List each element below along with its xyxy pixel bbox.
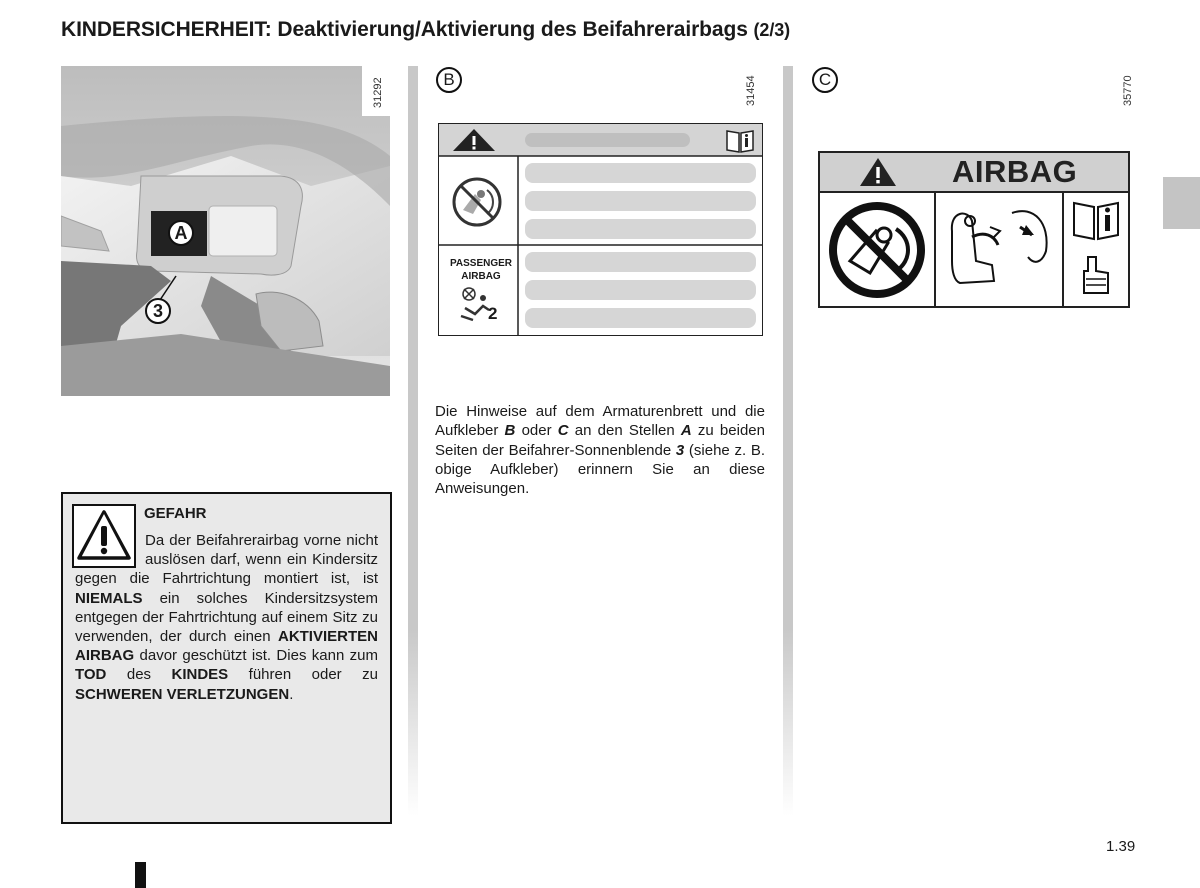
text-placeholder <box>525 280 756 300</box>
manual-info-icon <box>1070 199 1122 301</box>
danger-bold-niemals: NIEMALS <box>75 589 143 607</box>
column-divider <box>783 66 793 816</box>
warning-triangle-icon <box>858 156 898 188</box>
no-child-seat-icon <box>451 176 503 228</box>
sticker-b-label: B <box>436 67 462 93</box>
text-placeholder <box>525 133 690 147</box>
sticker-c-label: C <box>812 67 838 93</box>
sticker-c <box>818 151 1130 308</box>
danger-bold-airbag: AKTIVIERTEN AIRBAG <box>75 628 378 665</box>
warning-triangle-icon <box>451 127 497 153</box>
text-placeholder <box>525 219 756 239</box>
danger-text-part: . <box>289 685 294 703</box>
photo-code: 31292 <box>372 77 384 108</box>
title-part: (2/3) <box>753 20 791 40</box>
manual-book-icon <box>725 128 755 154</box>
instruction-ref-c: C <box>557 422 569 440</box>
sun-visor-photo <box>61 66 390 396</box>
instruction-part: (siehe z. B. obige Aufkleber) erinnern Sie an diese Anweisungen. <box>435 441 765 498</box>
sticker-c-header <box>820 153 1128 193</box>
danger-text-part: davor geschützt ist. Dies kann zum <box>134 647 378 665</box>
airbag-heading: AIRBAG <box>952 154 1078 189</box>
danger-text-part: führen oder zu <box>228 666 378 684</box>
danger-text <box>75 531 378 704</box>
danger-text-part: Da der Beifahrerairbag vorne nicht auslösen darf, wenn ein Kindersitz gegen die Fahrtrichtung montiert ist, ist <box>75 532 378 588</box>
page-number: 1.39 <box>1106 838 1136 855</box>
instruction-part: zu beiden Seiten der Beifahrer-Sonnenblende <box>435 422 765 459</box>
title-text: KINDERSICHERHEIT: Deaktivierung/Aktivierung des Beifahrerairbags <box>61 18 748 41</box>
instruction-text <box>435 402 765 498</box>
sticker-b <box>438 123 763 336</box>
danger-bold-kindes: KINDES <box>171 666 229 684</box>
column-divider <box>408 66 418 816</box>
label-a: A <box>168 220 194 246</box>
no-rear-facing-seat-icon <box>826 199 928 301</box>
instruction-part: Die Hinweise auf dem Armaturenbrett und die Aufkleber <box>435 403 765 440</box>
text-placeholder <box>525 163 756 183</box>
danger-box <box>61 492 392 824</box>
danger-bold-verletzungen: SCHWEREN VERLETZUNGEN <box>75 685 290 703</box>
label-3: 3 <box>145 298 171 324</box>
print-mark <box>135 862 146 888</box>
danger-bold-tod: TOD <box>75 666 107 684</box>
seat-airbag-diagram-icon <box>942 201 1057 297</box>
text-placeholder <box>525 191 756 211</box>
airbag-label: AIRBAG <box>461 271 501 282</box>
danger-text-part: ein solches Kindersitzsystem entgegen der Fahrtrichtung auf einem Sitz zu verwenden, der durch einen <box>75 589 378 646</box>
sticker-c-code: 35770 <box>1122 75 1134 106</box>
page-title <box>61 18 790 42</box>
text-placeholder <box>525 308 756 328</box>
instruction-ref-3: 3 <box>675 441 685 459</box>
instruction-part: an den Stellen <box>568 422 681 440</box>
chapter-tab <box>1163 177 1200 229</box>
danger-heading: GEFAHR <box>144 505 207 522</box>
instruction-part: oder <box>515 422 558 440</box>
sun-visor-illustration <box>61 66 390 396</box>
instruction-ref-a: A <box>680 422 692 440</box>
instruction-ref-b: B <box>504 422 516 440</box>
seat-number: 2 <box>488 304 498 323</box>
passenger-label: PASSENGER <box>449 258 513 269</box>
text-placeholder <box>525 252 756 272</box>
sticker-b-code: 31454 <box>745 75 757 106</box>
danger-text-part: des <box>106 666 172 684</box>
